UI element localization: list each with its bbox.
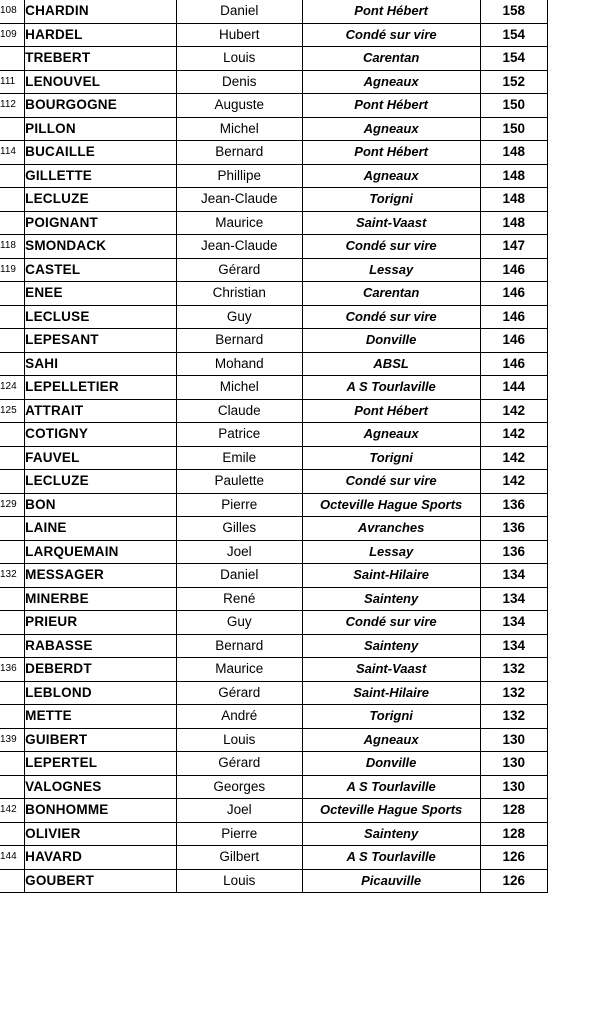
club-cell: Torigni (302, 188, 480, 212)
last-name-cell: LEPERTEL (25, 752, 177, 776)
score-cell: 132 (480, 681, 547, 705)
rank-cell (0, 188, 25, 212)
club-cell: Sainteny (302, 822, 480, 846)
score-cell: 134 (480, 564, 547, 588)
first-name-cell: Jean-Claude (176, 188, 302, 212)
club-cell: Picauville (302, 869, 480, 893)
first-name-cell: Hubert (176, 23, 302, 47)
rank-cell (0, 305, 25, 329)
rank-cell (0, 681, 25, 705)
last-name-cell: BOURGOGNE (25, 94, 177, 118)
first-name-cell: Maurice (176, 211, 302, 235)
rank-cell (0, 540, 25, 564)
table-row (0, 47, 548, 71)
score-cell: 148 (480, 164, 547, 188)
club-cell: Condé sur vire (302, 235, 480, 259)
score-cell: 142 (480, 399, 547, 423)
table-row (0, 282, 548, 306)
club-cell: Agneaux (302, 117, 480, 141)
score-cell: 146 (480, 258, 547, 282)
score-cell: 144 (480, 376, 547, 400)
rank-cell: 132 (0, 564, 25, 588)
club-cell: Sainteny (302, 587, 480, 611)
club-cell: Condé sur vire (302, 23, 480, 47)
club-cell: ABSL (302, 352, 480, 376)
score-cell: 130 (480, 752, 547, 776)
last-name-cell: GILLETTE (25, 164, 177, 188)
club-cell: Pont Hébert (302, 94, 480, 118)
club-cell: Octeville Hague Sports (302, 493, 480, 517)
score-cell: 146 (480, 352, 547, 376)
club-cell: Lessay (302, 540, 480, 564)
club-cell: Avranches (302, 517, 480, 541)
table-row (0, 846, 548, 870)
rank-cell: 136 (0, 658, 25, 682)
club-cell: Sainteny (302, 634, 480, 658)
score-cell: 126 (480, 846, 547, 870)
last-name-cell: RABASSE (25, 634, 177, 658)
rank-cell (0, 446, 25, 470)
club-cell: Pont Hébert (302, 141, 480, 165)
score-cell: 134 (480, 587, 547, 611)
score-cell: 132 (480, 705, 547, 729)
rank-cell (0, 869, 25, 893)
club-cell: Pont Hébert (302, 0, 480, 23)
score-cell: 146 (480, 305, 547, 329)
table-row (0, 470, 548, 494)
table-row (0, 329, 548, 353)
club-cell: Agneaux (302, 423, 480, 447)
last-name-cell: ENEE (25, 282, 177, 306)
first-name-cell: Maurice (176, 658, 302, 682)
score-cell: 142 (480, 423, 547, 447)
first-name-cell: Bernard (176, 141, 302, 165)
last-name-cell: MESSAGER (25, 564, 177, 588)
first-name-cell: Emile (176, 446, 302, 470)
table-row (0, 376, 548, 400)
table-row (0, 235, 548, 259)
rank-cell (0, 164, 25, 188)
rank-cell (0, 117, 25, 141)
last-name-cell: HAVARD (25, 846, 177, 870)
first-name-cell: Pierre (176, 493, 302, 517)
table-row (0, 23, 548, 47)
last-name-cell: LEBLOND (25, 681, 177, 705)
rank-cell: 108 (0, 0, 25, 23)
club-cell: Carentan (302, 47, 480, 71)
table-row (0, 705, 548, 729)
score-cell: 158 (480, 0, 547, 23)
table-row (0, 117, 548, 141)
last-name-cell: FAUVEL (25, 446, 177, 470)
table-row (0, 94, 548, 118)
club-cell: Saint-Hilaire (302, 564, 480, 588)
last-name-cell: LECLUZE (25, 470, 177, 494)
club-cell: Agneaux (302, 164, 480, 188)
rank-cell (0, 634, 25, 658)
first-name-cell: Patrice (176, 423, 302, 447)
rank-cell: 112 (0, 94, 25, 118)
score-cell: 150 (480, 94, 547, 118)
first-name-cell: Guy (176, 611, 302, 635)
table-row (0, 70, 548, 94)
first-name-cell: Joel (176, 540, 302, 564)
table-row (0, 681, 548, 705)
last-name-cell: GOUBERT (25, 869, 177, 893)
first-name-cell: René (176, 587, 302, 611)
score-cell: 128 (480, 799, 547, 823)
rank-cell: 129 (0, 493, 25, 517)
first-name-cell: Paulette (176, 470, 302, 494)
club-cell: Donville (302, 752, 480, 776)
table-row (0, 822, 548, 846)
rank-cell: 125 (0, 399, 25, 423)
table-row (0, 587, 548, 611)
first-name-cell: Mohand (176, 352, 302, 376)
score-cell: 130 (480, 728, 547, 752)
score-cell: 146 (480, 329, 547, 353)
last-name-cell: VALOGNES (25, 775, 177, 799)
club-cell: Condé sur vire (302, 470, 480, 494)
first-name-cell: Georges (176, 775, 302, 799)
rank-cell (0, 587, 25, 611)
score-cell: 126 (480, 869, 547, 893)
last-name-cell: COTIGNY (25, 423, 177, 447)
score-cell: 146 (480, 282, 547, 306)
first-name-cell: Joel (176, 799, 302, 823)
first-name-cell: Daniel (176, 0, 302, 23)
score-cell: 136 (480, 493, 547, 517)
rank-cell (0, 352, 25, 376)
first-name-cell: Bernard (176, 329, 302, 353)
table-row (0, 423, 548, 447)
club-cell: Carentan (302, 282, 480, 306)
table-row (0, 493, 548, 517)
last-name-cell: ATTRAIT (25, 399, 177, 423)
table-row (0, 0, 548, 23)
score-cell: 154 (480, 47, 547, 71)
first-name-cell: Christian (176, 282, 302, 306)
first-name-cell: Jean-Claude (176, 235, 302, 259)
table-row (0, 305, 548, 329)
first-name-cell: Pierre (176, 822, 302, 846)
table-row (0, 752, 548, 776)
last-name-cell: SMONDACK (25, 235, 177, 259)
club-cell: A S Tourlaville (302, 775, 480, 799)
rank-cell (0, 423, 25, 447)
rank-cell (0, 329, 25, 353)
club-cell: Saint-Vaast (302, 211, 480, 235)
table-row (0, 141, 548, 165)
rank-cell (0, 822, 25, 846)
rank-cell: 114 (0, 141, 25, 165)
rank-cell (0, 282, 25, 306)
rank-cell (0, 47, 25, 71)
table-row (0, 799, 548, 823)
club-cell: Lessay (302, 258, 480, 282)
first-name-cell: Gérard (176, 258, 302, 282)
rank-cell: 142 (0, 799, 25, 823)
table-row (0, 564, 548, 588)
last-name-cell: LEPESANT (25, 329, 177, 353)
table-row (0, 211, 548, 235)
rank-cell (0, 517, 25, 541)
last-name-cell: MINERBE (25, 587, 177, 611)
club-cell: A S Tourlaville (302, 376, 480, 400)
club-cell: Octeville Hague Sports (302, 799, 480, 823)
first-name-cell: Claude (176, 399, 302, 423)
rank-cell (0, 211, 25, 235)
score-cell: 130 (480, 775, 547, 799)
score-cell: 154 (480, 23, 547, 47)
club-cell: Condé sur vire (302, 611, 480, 635)
first-name-cell: Louis (176, 47, 302, 71)
first-name-cell: Auguste (176, 94, 302, 118)
score-cell: 134 (480, 634, 547, 658)
club-cell: Torigni (302, 705, 480, 729)
score-cell: 128 (480, 822, 547, 846)
last-name-cell: BONHOMME (25, 799, 177, 823)
table-row (0, 258, 548, 282)
last-name-cell: LECLUZE (25, 188, 177, 212)
rank-cell: 139 (0, 728, 25, 752)
club-cell: Saint-Hilaire (302, 681, 480, 705)
last-name-cell: TREBERT (25, 47, 177, 71)
table-row (0, 446, 548, 470)
table-row (0, 164, 548, 188)
rank-cell (0, 470, 25, 494)
table-row (0, 611, 548, 635)
last-name-cell: LARQUEMAIN (25, 540, 177, 564)
first-name-cell: Phillipe (176, 164, 302, 188)
club-cell: Saint-Vaast (302, 658, 480, 682)
table-row (0, 540, 548, 564)
score-cell: 148 (480, 211, 547, 235)
rank-cell (0, 705, 25, 729)
last-name-cell: LENOUVEL (25, 70, 177, 94)
last-name-cell: CHARDIN (25, 0, 177, 23)
table-row (0, 728, 548, 752)
score-cell: 152 (480, 70, 547, 94)
rank-cell: 118 (0, 235, 25, 259)
first-name-cell: Bernard (176, 634, 302, 658)
rank-cell: 109 (0, 23, 25, 47)
score-cell: 136 (480, 517, 547, 541)
score-cell: 148 (480, 141, 547, 165)
last-name-cell: PILLON (25, 117, 177, 141)
score-cell: 142 (480, 446, 547, 470)
rank-cell: 119 (0, 258, 25, 282)
last-name-cell: DEBERDT (25, 658, 177, 682)
rank-cell (0, 752, 25, 776)
first-name-cell: Gérard (176, 681, 302, 705)
rank-cell: 111 (0, 70, 25, 94)
first-name-cell: Gérard (176, 752, 302, 776)
score-cell: 147 (480, 235, 547, 259)
first-name-cell: Guy (176, 305, 302, 329)
table-row (0, 869, 548, 893)
first-name-cell: Daniel (176, 564, 302, 588)
last-name-cell: BON (25, 493, 177, 517)
club-cell: Pont Hébert (302, 399, 480, 423)
table-row (0, 399, 548, 423)
last-name-cell: METTE (25, 705, 177, 729)
score-cell: 136 (480, 540, 547, 564)
last-name-cell: LAINE (25, 517, 177, 541)
club-cell: Condé sur vire (302, 305, 480, 329)
last-name-cell: LEPELLETIER (25, 376, 177, 400)
rank-cell: 124 (0, 376, 25, 400)
score-cell: 134 (480, 611, 547, 635)
club-cell: Agneaux (302, 70, 480, 94)
table-row (0, 352, 548, 376)
rank-cell: 144 (0, 846, 25, 870)
table-row (0, 634, 548, 658)
table-row (0, 517, 548, 541)
first-name-cell: Michel (176, 117, 302, 141)
score-cell: 150 (480, 117, 547, 141)
score-cell: 142 (480, 470, 547, 494)
last-name-cell: POIGNANT (25, 211, 177, 235)
first-name-cell: Louis (176, 728, 302, 752)
last-name-cell: HARDEL (25, 23, 177, 47)
first-name-cell: Gilles (176, 517, 302, 541)
table-row (0, 188, 548, 212)
last-name-cell: BUCAILLE (25, 141, 177, 165)
rank-cell (0, 611, 25, 635)
score-cell: 148 (480, 188, 547, 212)
last-name-cell: GUIBERT (25, 728, 177, 752)
club-cell: Torigni (302, 446, 480, 470)
table-row (0, 775, 548, 799)
club-cell: Agneaux (302, 728, 480, 752)
last-name-cell: SAHI (25, 352, 177, 376)
last-name-cell: PRIEUR (25, 611, 177, 635)
first-name-cell: André (176, 705, 302, 729)
club-cell: Donville (302, 329, 480, 353)
first-name-cell: Gilbert (176, 846, 302, 870)
table-row (0, 658, 548, 682)
last-name-cell: LECLUSE (25, 305, 177, 329)
last-name-cell: OLIVIER (25, 822, 177, 846)
first-name-cell: Denis (176, 70, 302, 94)
rank-cell (0, 775, 25, 799)
first-name-cell: Michel (176, 376, 302, 400)
first-name-cell: Louis (176, 869, 302, 893)
club-cell: A S Tourlaville (302, 846, 480, 870)
last-name-cell: CASTEL (25, 258, 177, 282)
score-cell: 132 (480, 658, 547, 682)
